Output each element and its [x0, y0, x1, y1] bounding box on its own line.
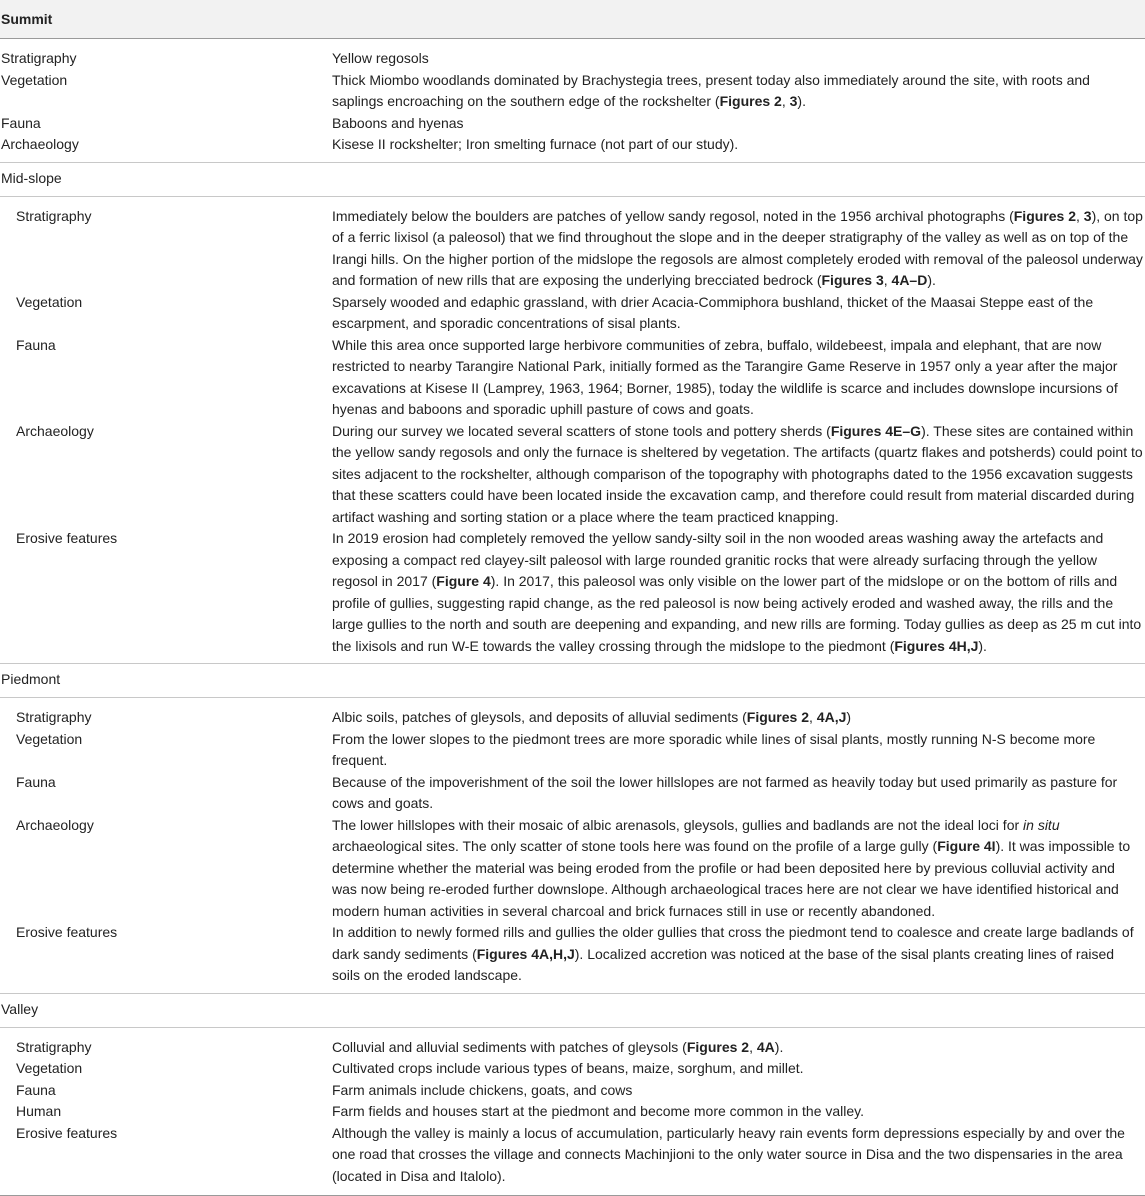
- row-label: Fauna: [16, 773, 56, 790]
- table-title: Summit: [0, 0, 1145, 39]
- row-text: Yellow regosols: [332, 50, 429, 66]
- row-text: Albic soils, patches of gleysols, and deposits of alluvial sediments (Figures 2, 4A,J): [332, 709, 852, 725]
- figure-ref: 4A: [756, 1038, 775, 1055]
- row-label: Archaeology: [0, 134, 331, 162]
- row-text: Sparsely wooded and edaphic grassland, with drier Acacia-Commiphora bushland, thicket of the Maasai Steppe east of the escarpment, and sporadic concentrations of sisal plants.: [332, 293, 1094, 331]
- row-text: In addition to newly formed rills and gullies the older gullies that cross the piedmont tend to coalesce and create large badlands of dark sandy sediments (Figures 4A,H,J). Localized accretion was noticed at the base of the sisal plants creating lines of raised soils on the eroded landscape.: [331, 922, 1145, 993]
- row-text: Kisese II rockshelter; Iron smelting furnace (not part of our study).: [331, 134, 1145, 162]
- section-heading-row: [0, 993, 1145, 1027]
- table-row: [0, 1080, 1145, 1102]
- row-text: Farm fields and houses start at the piedmont and become more common in the valley.: [332, 1103, 865, 1119]
- figure-ref: Figure 4: [436, 573, 491, 589]
- table-row: [0, 335, 1145, 421]
- row-text: Baboons and hyenas: [332, 114, 464, 131]
- table-row: [0, 70, 1145, 113]
- table-row: [0, 528, 1145, 664]
- table-row: [0, 815, 1145, 923]
- section-heading: Piedmont: [0, 664, 331, 698]
- figure-ref: 4A,J: [816, 709, 847, 725]
- row-label: Vegetation: [1, 71, 68, 88]
- table-row: [0, 1101, 1145, 1123]
- row-label: Vegetation: [16, 293, 83, 310]
- row-label: Stratigraphy: [16, 1038, 92, 1055]
- figure-ref: 3: [789, 93, 798, 109]
- row-label: Vegetation: [16, 730, 83, 747]
- table-row: [0, 1123, 1145, 1196]
- figure-ref: Figures 4H,J: [894, 637, 979, 654]
- figure-ref: Figures 4A,H,J: [476, 945, 575, 962]
- table-row: [0, 698, 1145, 729]
- row-text: Cultivated crops include various types of beans, maize, sorghum, and millet.: [332, 1060, 804, 1076]
- row-label: Erosive features: [0, 922, 331, 993]
- row-label: Fauna: [1, 114, 41, 131]
- table-row: [0, 1058, 1145, 1080]
- table-row: [0, 113, 1145, 135]
- figure-ref: Figures 2: [719, 93, 782, 109]
- row-text: While this area once supported large herbivore communities of zebra, buffalo, wildebeest, impala and elephant, that are now restricted to nearby Tarangire National Park, initially formed as the Tarangire Game Reserve in 1957 only a year after the major excavations at Kisese II (Lamprey, 1963, 1964; Borner, 1985), today the wildlife is scarce and includes downslope incursions of hyenas and baboons and sporadic uphill pasture of cows and goats.: [332, 336, 1118, 417]
- row-label: Stratigraphy: [16, 709, 92, 725]
- row-label: Erosive features: [0, 528, 331, 664]
- row-text: Farm animals include chickens, goats, and cows: [332, 1081, 633, 1098]
- row-label: Archaeology: [16, 816, 94, 833]
- row-label: Stratigraphy: [1, 50, 77, 66]
- row-label: Vegetation: [16, 1060, 83, 1076]
- section-heading-row: [0, 664, 1145, 698]
- figure-ref: Figures 2: [1013, 207, 1076, 224]
- section-heading: Valley: [0, 993, 331, 1027]
- figure-ref: Figures 3: [821, 272, 884, 288]
- figure-ref: 3: [1083, 207, 1092, 224]
- table-row: [0, 421, 1145, 529]
- row-text: During our survey we located several scatters of stone tools and pottery sherds (Figures 4E–G). These sites are contained within the yellow sandy regosols and only the furnace is sheltered by vegetation. The artifacts (quartz flakes and potsherds) could point to sites adjacent to the rockshelter, although comparison of the topography with photographs dated to the 1956 excavation suggests that these scatters could have been located inside the excavation camp, and therefore could result from material discarded during artifact washing and sorting station or a place where the team practiced knapping.: [332, 422, 1143, 525]
- table-row: [0, 134, 1145, 162]
- row-text: In 2019 erosion had completely removed the yellow sandy-silty soil in the non wooded areas washing away the artefacts and exposing a compact red clayey-silt paleosol with large rounded granitic rocks that were already surfacing through the yellow regosol in 2017 (Figure 4). In 2017, this paleosol was only visible on the lower part of the midslope or on the bottom of rills and profile of gullies, suggesting rapid change, as the red paleosol is now being actively eroded and washed away, the rills and the large gullies to the north and south are deepening and expanding, and new rills are forming. Today gullies as deep as 25 m cut into the lixisols and run W-E towards the valley crossing through the midslope to the piedmont (Figures 4H,J).: [331, 528, 1145, 664]
- section-heading: Mid-slope: [0, 162, 331, 196]
- figure-ref: Figures 2: [746, 709, 810, 725]
- table-row: [0, 39, 1145, 70]
- table-title-row: [0, 0, 1145, 39]
- table-row: [0, 922, 1145, 993]
- figure-ref: 4A–D: [891, 272, 928, 288]
- row-text: Colluvial and alluvial sediments with patches of gleysols (Figures 2, 4A).: [332, 1038, 784, 1055]
- row-label: Human: [16, 1103, 62, 1119]
- row-label: Fauna: [16, 1081, 56, 1098]
- table-row: [0, 1027, 1145, 1058]
- figure-ref: Figures 4E–G: [830, 422, 922, 439]
- table-row: [0, 196, 1145, 292]
- row-label: Archaeology: [16, 422, 94, 439]
- row-label: Stratigraphy: [16, 207, 92, 224]
- row-label: Erosive features: [0, 1123, 331, 1196]
- row-text: From the lower slopes to the piedmont trees are more sporadic while lines of sisal plants, mostly running N-S become more frequent.: [332, 730, 1096, 768]
- row-text: Because of the impoverishment of the soil the lower hillslopes are not farmed as heavily today but used primarily as pasture for cows and goats.: [332, 773, 1118, 811]
- row-text: Immediately below the boulders are patches of yellow sandy regosol, noted in the 1956 archival photographs (Figures 2, 3), on top of a ferric lixisol (a paleosol) that we find throughout the slope and in the deeper stratigraphy of the valley as well as on top of the Irangi hills. On the higher portion of the midslope the regosols are almost completely eroded with removal of the paleosol underway and formation of new rills that are exposing the underlying brecciated bedrock (Figures 3, 4A–D).: [332, 207, 1143, 288]
- row-text: Thick Miombo woodlands dominated by Brachystegia trees, present today also immediately around the site, with roots and saplings encroaching on the southern edge of the rockshelter (Figures 2, 3).: [332, 71, 1090, 109]
- section-heading-row: [0, 162, 1145, 196]
- figure-ref: Figure 4I: [937, 838, 996, 854]
- table-row: [0, 729, 1145, 772]
- italic-term: in situ: [1023, 816, 1060, 833]
- row-text: Although the valley is mainly a locus of accumulation, particularly heavy rain events form depressions especially by and over the one road that crosses the village and connects Machinjioni to the only water source in Disa and the two dispensaries in the area (located in Disa and Italolo).: [331, 1123, 1145, 1196]
- figure-ref: Figures 2: [686, 1038, 750, 1055]
- row-label: Fauna: [16, 336, 56, 353]
- row-text: The lower hillslopes with their mosaic of albic arenasols, gleysols, gullies and badlands are not the ideal loci for in situ archaeological sites. The only scatter of stone tools here was found on the profile of a large gully (Figure 4I). It was impossible to determine whether the material was being eroded from the profile or had been deposited here by previous colluvial activity and was now being re-eroded further downslope. Although archaeological traces here are not clear we have identified historical and modern human activities in several charcoal and brick furnaces still in use or recently abandoned.: [332, 816, 1131, 919]
- table-row: [0, 772, 1145, 815]
- table-row: [0, 292, 1145, 335]
